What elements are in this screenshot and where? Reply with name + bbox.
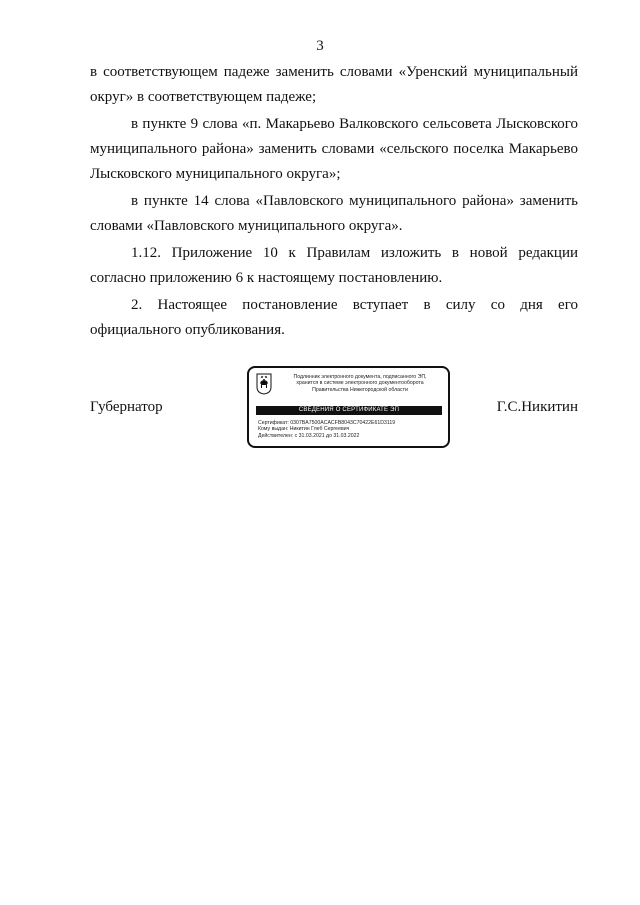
paragraph-2: в пункте 9 слова «п. Макарьево Валковского сельсовета Лысковского муниципального района» заменить словами «сельского поселка Макарьево Лысковского муниципального округа»; <box>90 116 578 182</box>
stamp-owner: Кому выдан: Никитин Глеб Сергеевич <box>258 426 350 433</box>
stamp-details <box>258 420 444 439</box>
signer-title: Губернатор <box>90 399 163 415</box>
document-body <box>90 60 578 343</box>
page-number: 3 <box>316 38 324 54</box>
stamp-header <box>275 374 445 393</box>
stamp-validity: Действителен: с 31.03.2021 до 31.03.2022 <box>258 432 360 439</box>
stamp-header-line: Подлинник электронного документа, подписанного ЭП, <box>293 374 427 380</box>
electronic-signature-stamp <box>247 366 450 448</box>
paragraph-1: в соответствующем падеже заменить словами «Уренский муниципальный округ» в соответствующем падеже; <box>90 64 578 105</box>
paragraph-3: в пункте 14 слова «Павловского муниципального района» заменить словами «Павловского муниципального округа». <box>90 193 578 234</box>
stamp-certificate: Сертификат: 0307BA7500ACACFB8043C70422E61D3119 <box>258 420 396 426</box>
stamp-header-line: Правительства Нижегородской области <box>312 386 408 393</box>
stamp-header-line: хранится в системе электронного документооборота <box>296 380 424 387</box>
signer-name: Г.С.Никитин <box>496 399 578 415</box>
deer-emblem-icon <box>256 373 272 395</box>
stamp-banner: СВЕДЕНИЯ О СЕРТИФИКАТЕ ЭП <box>256 406 442 415</box>
signature-block <box>90 365 578 455</box>
paragraph-4: 1.12. Приложение 10 к Правилам изложить в новой редакции согласно приложению 6 к настоящему постановлению. <box>90 245 578 286</box>
paragraph-5: 2. Настоящее постановление вступает в силу со дня его официального опубликования. <box>90 297 578 338</box>
